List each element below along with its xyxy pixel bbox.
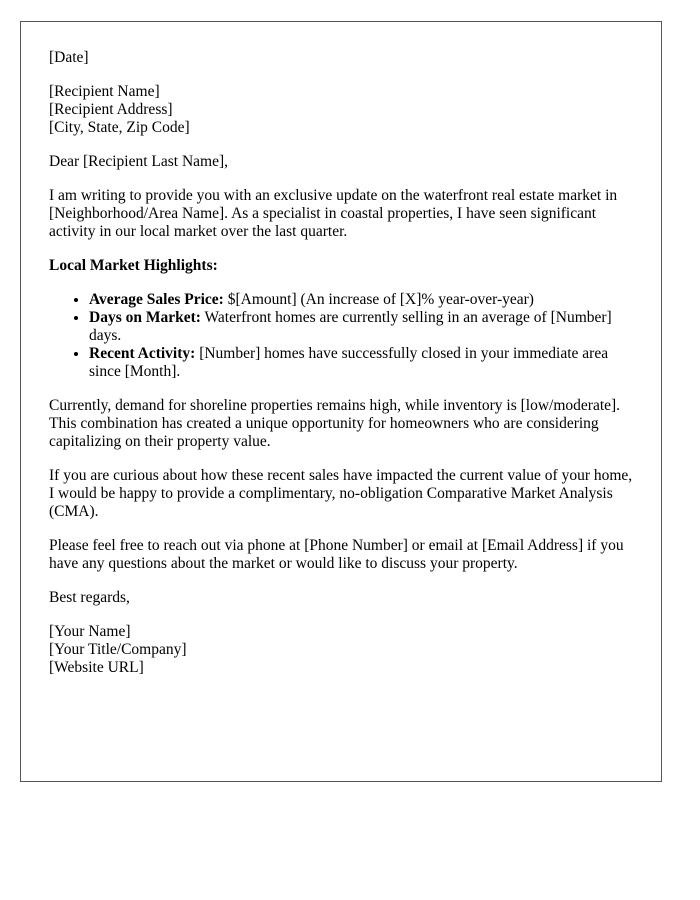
list-item <box>89 309 633 345</box>
highlight-text: Waterfront homes are currently selling in an average of [Number] days. <box>89 309 612 344</box>
recipient-name: [Recipient Name] <box>49 83 160 100</box>
highlights-list <box>49 291 633 381</box>
salutation: Dear [Recipient Last Name], <box>49 153 229 170</box>
intro-paragraph: I am writing to provide you with an exclusive update on the waterfront real estate market in [Neighborhood/Area Name]. As a specialist in coastal properties, I have seen significant activity in our local market over the last quarter. <box>49 187 618 240</box>
highlight-label: Recent Activity: <box>89 345 196 362</box>
signature-block <box>49 623 633 677</box>
contact-paragraph: Please feel free to reach out via phone at [Phone Number] or email at [Email Address] if you have any questions about the market or would like to discuss your property. <box>49 537 624 572</box>
signature-name: [Your Name] <box>49 623 131 640</box>
letter-document <box>20 21 662 782</box>
closing-line: Best regards, <box>49 589 130 606</box>
offer-paragraph: If you are curious about how these recent sales have impacted the current value of your home, I would be happy to provide a complimentary, no-obligation Comparative Market Analysis (CMA). <box>49 467 633 520</box>
date-line <box>49 49 633 67</box>
date-text: [Date] <box>49 49 89 66</box>
highlight-label: Average Sales Price: <box>89 291 224 308</box>
highlight-text: $[Amount] (An increase of [X]% year-over-year) <box>223 291 534 308</box>
recipient-city-state-zip: [City, State, Zip Code] <box>49 119 190 136</box>
list-item <box>89 291 633 309</box>
highlight-label: Days on Market: <box>89 309 201 326</box>
recipient-address: [Recipient Address] <box>49 101 173 118</box>
list-item <box>89 345 633 381</box>
recipient-block <box>49 83 633 137</box>
signature-title: [Your Title/Company] <box>49 641 187 658</box>
highlights-heading: Local Market Highlights: <box>49 257 218 274</box>
signature-website: [Website URL] <box>49 659 144 676</box>
demand-paragraph: Currently, demand for shoreline properties remains high, while inventory is [low/moderate]. This combination has created a unique opportunity for homeowners who are considering capitalizing on their property value. <box>49 397 621 450</box>
highlight-text: [Number] homes have successfully closed in your immediate area since [Month]. <box>89 345 609 380</box>
